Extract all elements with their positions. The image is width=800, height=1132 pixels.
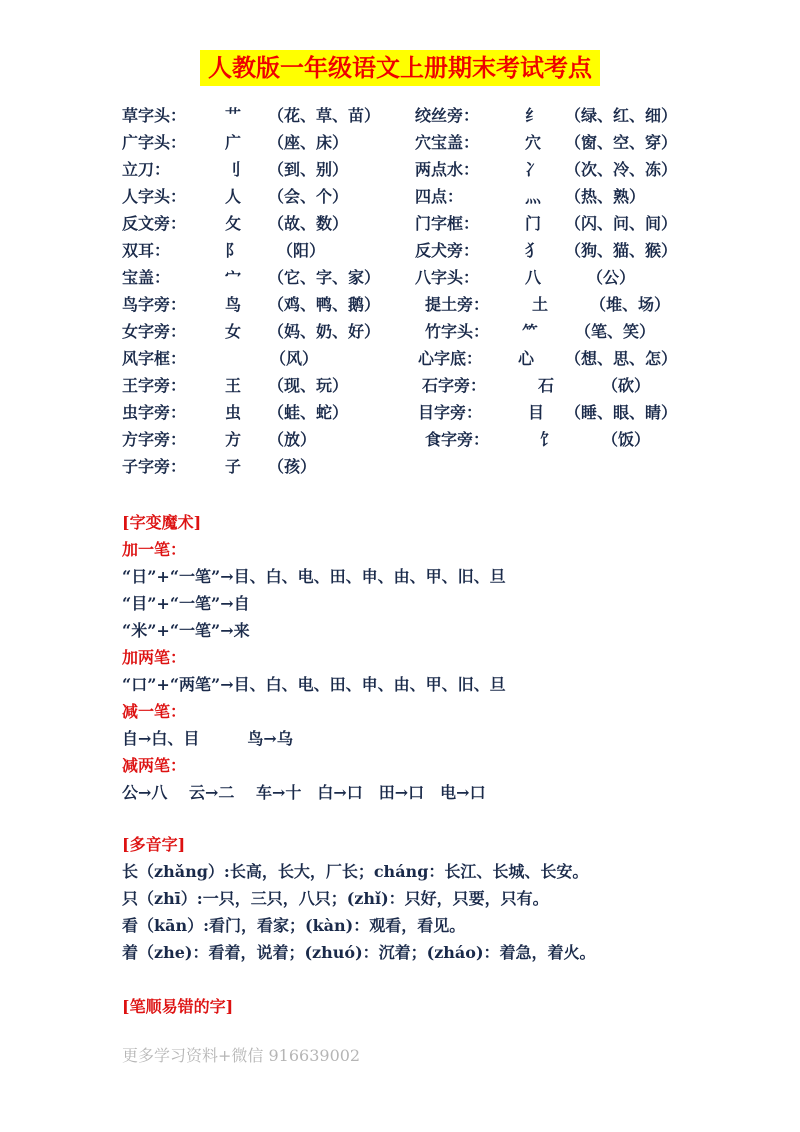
radical-name: 王字旁：	[122, 376, 187, 395]
radical-row	[122, 399, 692, 426]
radical-row	[122, 318, 692, 345]
radical-name: 鸟字旁：	[122, 295, 187, 314]
radical-name: 宝盖：	[122, 268, 171, 287]
radical-row	[122, 453, 692, 480]
radical-char: 方	[225, 430, 242, 449]
add-one-line: “日”+“一笔”→目、白、电、田、申、由、甲、旧、旦	[122, 567, 506, 586]
radical-name: 反文旁：	[122, 214, 187, 233]
radical-examples: （睡、眼、睛）	[565, 403, 678, 422]
radical-char: 心	[518, 349, 535, 368]
radical-examples: （鸡、鸭、鹅）	[268, 295, 381, 314]
radical-examples: （孩）	[268, 457, 317, 476]
radical-char: 王	[225, 376, 242, 395]
radical-name: 方字旁：	[122, 430, 187, 449]
radical-examples: （想、思、怎）	[565, 349, 678, 368]
radical-name: 广字头：	[122, 133, 187, 152]
stroke-order-heading: [笔顺易错的字]	[122, 997, 234, 1016]
radical-examples: （笔、笑）	[575, 322, 656, 341]
radical-name: 竹字头：	[425, 322, 490, 341]
radical-row	[122, 291, 692, 318]
radical-char: 宀	[225, 268, 242, 287]
radical-name: 两点水：	[415, 160, 480, 179]
radical-examples: （公）	[587, 268, 636, 287]
radical-row	[122, 426, 692, 453]
minus-one-line: 自→白、目 鸟→乌	[122, 729, 293, 748]
radical-name: 反犬旁：	[415, 241, 480, 260]
minus-one-stroke-label: 减一笔：	[122, 702, 187, 721]
radical-examples: （故、数）	[268, 214, 349, 233]
radical-name: 食字旁：	[425, 430, 490, 449]
radical-row	[122, 129, 692, 156]
radical-examples: （闪、问、间）	[565, 214, 678, 233]
radical-examples: （阳）	[277, 241, 326, 260]
radical-char: 刂	[225, 160, 242, 179]
radical-char: 门	[525, 214, 542, 233]
radical-name: 目字旁：	[418, 403, 483, 422]
radical-name: 绞丝旁：	[415, 106, 480, 125]
radical-name: 石字旁：	[422, 376, 487, 395]
radical-name: 人字头：	[122, 187, 187, 206]
radical-name: 虫字旁：	[122, 403, 187, 422]
radical-examples: （风）	[270, 349, 319, 368]
radical-name: 子字旁：	[122, 457, 187, 476]
radical-char: 土	[532, 295, 549, 314]
radical-char: 犭	[525, 241, 542, 260]
page-title: 人教版一年级语文上册期末考试考点	[200, 50, 600, 86]
radical-examples: （放）	[268, 430, 317, 449]
add-one-stroke-label: 加一笔：	[122, 540, 187, 559]
radical-name: 风字框：	[122, 349, 187, 368]
radical-row	[122, 372, 692, 399]
char-magic-heading: [字变魔术]	[122, 513, 202, 532]
radical-char: 子	[225, 457, 242, 476]
radical-row	[122, 237, 692, 264]
radical-char: ⺮	[522, 322, 539, 341]
radical-char: 穴	[525, 133, 542, 152]
radical-row	[122, 210, 692, 237]
radical-name: 草字头：	[122, 106, 187, 125]
radical-examples: （绿、红、细）	[565, 106, 678, 125]
radical-name: 四点：	[415, 187, 464, 206]
radical-examples: （花、草、苗）	[268, 106, 381, 125]
radical-name: 心字底：	[418, 349, 483, 368]
radical-examples: （热、熟）	[565, 187, 646, 206]
radicals-table	[122, 102, 692, 480]
polyphone-line: 着（zhe)：看着，说着；(zhuó)：沉着；(zháo)：着急，着火。	[122, 943, 596, 962]
radical-examples: （座、床）	[268, 133, 349, 152]
radical-examples: （它、字、家）	[268, 268, 381, 287]
radical-name: 女字旁：	[122, 322, 187, 341]
radical-examples: （蛙、蛇）	[268, 403, 349, 422]
radical-char: 饣	[540, 430, 557, 449]
radical-name: 立刀：	[122, 160, 171, 179]
radical-char: 目	[528, 403, 545, 422]
radical-row	[122, 156, 692, 183]
add-one-line: “目”+“一笔”→自	[122, 594, 250, 613]
minus-two-strokes-label: 减两笔：	[122, 756, 187, 775]
radical-row	[122, 345, 692, 372]
radical-char: 人	[225, 187, 242, 206]
radical-examples: （砍）	[602, 376, 651, 395]
radical-char: 鸟	[225, 295, 242, 314]
radical-char: 女	[225, 322, 242, 341]
radical-char: 阝	[225, 241, 242, 260]
radical-row	[122, 264, 692, 291]
add-two-strokes-label: 加两笔：	[122, 648, 187, 667]
radical-char: 灬	[525, 187, 542, 206]
minus-two-line: 公→八 云→二 车→十 白→口 田→口 电→口	[122, 783, 486, 802]
radical-char: 虫	[225, 403, 242, 422]
radical-examples: （次、冷、冻）	[565, 160, 678, 179]
radical-examples: （会、个）	[268, 187, 349, 206]
radical-examples: （到、别）	[268, 160, 349, 179]
radical-examples: （妈、奶、好）	[268, 322, 381, 341]
radical-examples: （饭）	[602, 430, 651, 449]
radical-name: 双耳：	[122, 241, 171, 260]
radical-char: 冫	[525, 160, 542, 179]
polyphone-line: 看（kān）:看门，看家；(kàn)：观看，看见。	[122, 916, 466, 935]
radical-name: 门字框：	[415, 214, 480, 233]
radical-char: 广	[225, 133, 242, 152]
radical-examples: （堆、场）	[590, 295, 671, 314]
polyphones-heading: [多音字]	[122, 835, 186, 854]
radical-row	[122, 183, 692, 210]
polyphone-line: 长（zhǎng）:长高，长大，厂长；cháng：长江、长城、长安。	[122, 862, 589, 881]
radical-examples: （现、玩）	[268, 376, 349, 395]
radical-examples: （窗、空、穿）	[565, 133, 678, 152]
add-two-line: “口”+“两笔”→目、白、电、田、申、由、甲、旧、旦	[122, 675, 506, 694]
add-one-line: “米”+“一笔”→来	[122, 621, 250, 640]
radical-name: 穴宝盖：	[415, 133, 480, 152]
radical-char: 石	[538, 376, 555, 395]
footer-note: 更多学习资料+微信 916639002	[122, 1046, 361, 1065]
radical-char: 纟	[525, 106, 542, 125]
radical-name: 提土旁：	[425, 295, 490, 314]
radical-row	[122, 102, 692, 129]
radical-name: 八字头：	[415, 268, 480, 287]
radical-char: 攵	[225, 214, 242, 233]
radical-char: 艹	[225, 106, 242, 125]
polyphone-line: 只（zhī）:一只，三只，八只；(zhǐ)：只好，只要，只有。	[122, 889, 549, 908]
radical-char: 八	[525, 268, 542, 287]
radical-examples: （狗、猫、猴）	[565, 241, 678, 260]
